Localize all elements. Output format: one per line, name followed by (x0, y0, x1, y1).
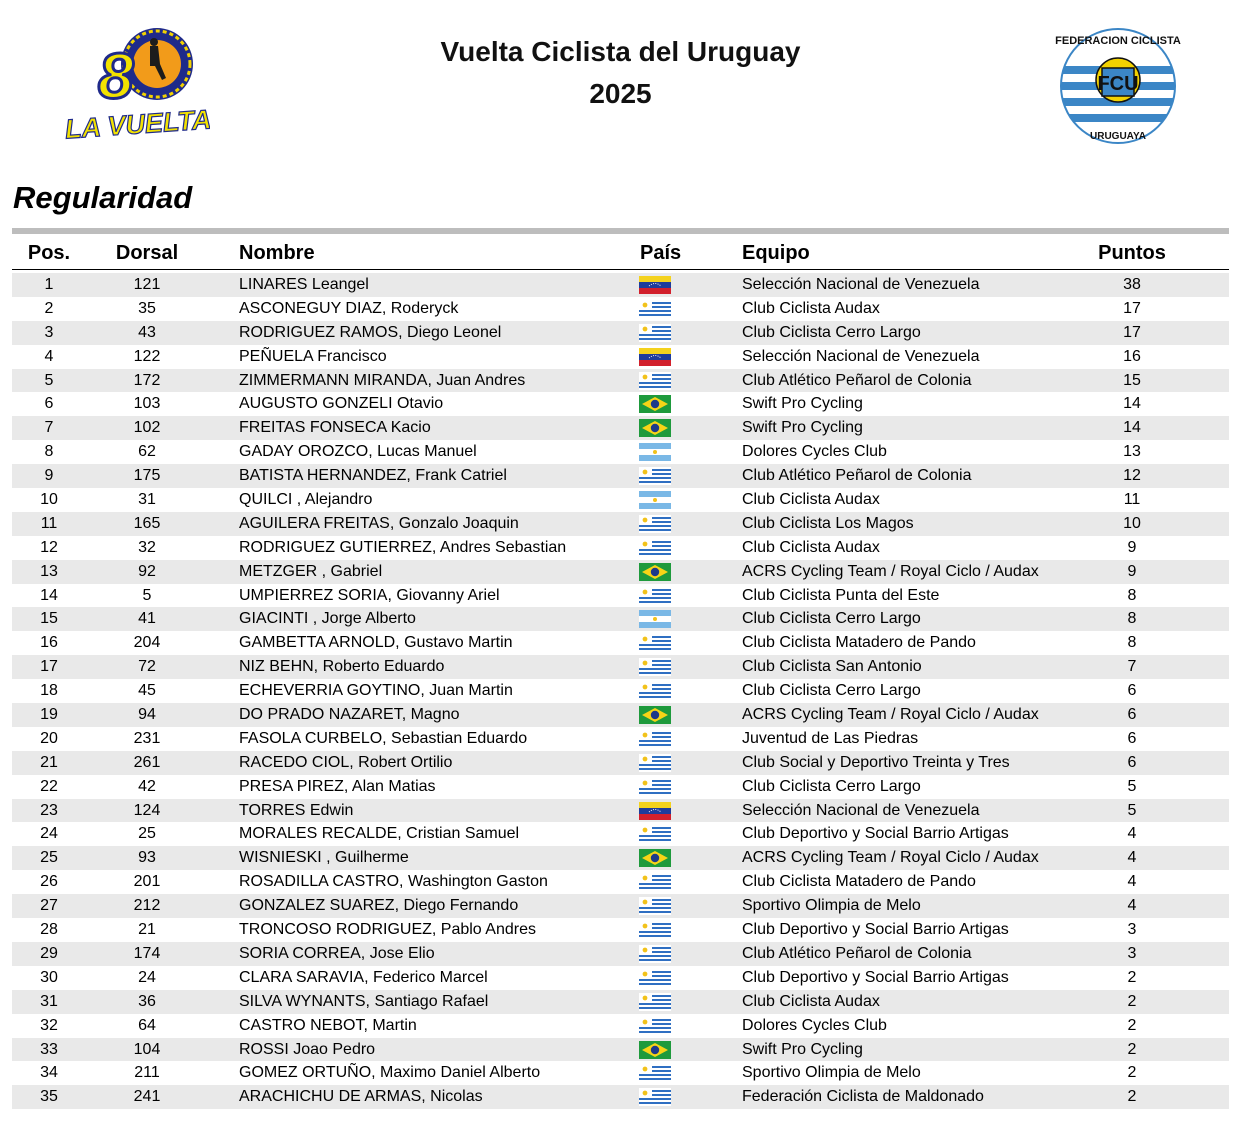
table-row (12, 870, 1229, 894)
dorsal-cell: 103 (133, 395, 161, 413)
uruguay-flag-icon (639, 993, 671, 1011)
pos-cell: 33 (40, 1040, 58, 1058)
dorsal-cell: 21 (138, 921, 156, 939)
table-row (12, 727, 1229, 751)
rider-name-cell: TORRES Edwin (239, 801, 354, 819)
pos-cell: 2 (44, 299, 54, 317)
team-cell: Dolores Cycles Club (742, 1016, 887, 1034)
pos-cell: 17 (40, 658, 58, 676)
dorsal-cell: 231 (133, 729, 161, 747)
team-cell: Club Atlético Peñarol de Colonia (742, 371, 972, 389)
team-cell: Federación Ciclista de Maldonado (742, 1088, 984, 1106)
rider-name-cell: CLARA SARAVIA, Federico Marcel (239, 968, 488, 986)
dorsal-cell: 5 (142, 586, 152, 604)
table-row (12, 751, 1229, 775)
team-cell: Juventud de Las Piedras (742, 729, 919, 747)
rider-name-cell: ROSSI Joao Pedro (239, 1040, 376, 1058)
pos-cell: 5 (44, 371, 54, 389)
dorsal-cell: 124 (133, 801, 161, 819)
rider-name-cell: TRONCOSO RODRIGUEZ, Pablo Andres (239, 921, 536, 939)
dorsal-cell: 201 (133, 873, 161, 891)
rider-name-cell: FREITAS FONSECA Kacio (239, 419, 431, 437)
points-cell: 2 (1127, 1088, 1137, 1106)
table-row (12, 321, 1229, 345)
table-row (12, 990, 1229, 1014)
uruguay-flag-icon (639, 682, 671, 700)
uruguay-flag-icon (639, 467, 671, 485)
points-cell: 38 (1123, 276, 1141, 293)
table-row (12, 894, 1229, 918)
rider-name-cell: SORIA CORREA, Jose Elio (239, 944, 435, 962)
pos-cell: 29 (40, 944, 58, 962)
points-cell: 2 (1127, 968, 1137, 986)
table-row (12, 1085, 1229, 1109)
dorsal-cell: 175 (133, 467, 161, 485)
table-row (12, 392, 1229, 416)
pos-cell: 21 (40, 753, 58, 771)
points-cell: 12 (1123, 467, 1141, 485)
table-row (12, 822, 1229, 846)
table-row (12, 1038, 1229, 1062)
rider-name-cell: ZIMMERMANN MIRANDA, Juan Andres (239, 371, 526, 389)
points-cell: 10 (1123, 514, 1141, 532)
dorsal-cell: 41 (138, 610, 156, 628)
pos-cell: 24 (40, 825, 58, 843)
table-row (12, 703, 1229, 727)
team-cell: Club Ciclista Audax (742, 299, 880, 317)
page-year: 2025 (589, 78, 652, 109)
rider-name-cell: ASCONEGUY DIAZ, Roderyck (239, 299, 459, 317)
uruguay-flag-icon (639, 897, 671, 915)
rider-name-cell: RODRIGUEZ RAMOS, Diego Leonel (239, 323, 502, 341)
uruguay-flag-icon (639, 1064, 671, 1082)
pos-cell: 35 (40, 1088, 58, 1106)
svg-text:FEDERACION CICLISTA: FEDERACION CICLISTA (1055, 35, 1181, 47)
table-header (12, 238, 1229, 270)
rider-name-cell: ARACHICHU DE ARMAS, Nicolas (239, 1088, 483, 1106)
rider-name-cell: BATISTA HERNANDEZ, Frank Catriel (239, 467, 507, 485)
dorsal-cell: 43 (138, 323, 156, 341)
rider-name-cell: RODRIGUEZ GUTIERREZ, Andres Sebastian (239, 538, 567, 556)
pos-cell: 25 (40, 849, 58, 867)
team-cell: Swift Pro Cycling (742, 419, 863, 437)
team-cell: Club Ciclista Cerro Largo (742, 777, 921, 795)
points-cell: 8 (1127, 610, 1137, 628)
brazil-flag-icon (639, 419, 671, 437)
rider-name-cell: UMPIERREZ SORIA, Giovanny Ariel (239, 586, 500, 604)
pos-cell: 32 (40, 1016, 58, 1034)
rider-name-cell: ECHEVERRIA GOYTINO, Juan Martin (239, 682, 513, 700)
table-row (12, 1014, 1229, 1038)
team-cell: Swift Pro Cycling (742, 1040, 863, 1058)
uruguay-flag-icon (639, 372, 671, 390)
dorsal-cell: 174 (133, 944, 161, 962)
rider-name-cell: GIACINTI , Jorge Alberto (239, 610, 416, 628)
table-row (12, 966, 1229, 990)
pos-cell: 28 (40, 921, 58, 939)
rider-name-cell: GONZALEZ SUAREZ, Diego Fernando (239, 897, 519, 915)
uruguay-flag-icon (639, 587, 671, 605)
team-cell: Sportivo Olimpia de Melo (742, 897, 921, 915)
uruguay-flag-icon (639, 778, 671, 796)
team-cell: ACRS Cycling Team / Royal Ciclo / Audax (742, 849, 1039, 867)
points-cell: 2 (1127, 1016, 1137, 1034)
table-row (12, 584, 1229, 608)
rider-name-cell: AUGUSTO GONZELI Otavio (239, 395, 444, 413)
pos-cell: 27 (40, 897, 58, 915)
points-cell: 9 (1127, 538, 1137, 556)
pos-cell: 9 (44, 467, 54, 485)
points-cell: 8 (1127, 586, 1137, 604)
points-cell: 2 (1127, 1064, 1137, 1082)
points-cell: 5 (1127, 777, 1137, 795)
pos-cell: 6 (44, 395, 54, 413)
rider-name-cell: GAMBETTA ARNOLD, Gustavo Martin (239, 634, 513, 652)
table-row (12, 297, 1229, 321)
uruguay-flag-icon (639, 658, 671, 676)
table-row (12, 631, 1229, 655)
rider-name-cell: FASOLA CURBELO, Sebastian Eduardo (239, 729, 528, 747)
uruguay-flag-icon (639, 539, 671, 557)
points-cell: 16 (1123, 347, 1141, 365)
federacion-ciclista-uruguaya-logo (1052, 20, 1184, 145)
brazil-flag-icon (639, 563, 671, 581)
team-cell: Selección Nacional de Venezuela (742, 347, 980, 365)
table-row (12, 536, 1229, 560)
table-row (12, 273, 1229, 297)
col-nombre-header: Nombre (239, 242, 315, 264)
svg-text:8: 8 (98, 40, 134, 112)
col-puntos-header: Puntos (1098, 242, 1166, 264)
team-cell: Club Ciclista Cerro Largo (742, 682, 921, 700)
pos-cell: 19 (40, 706, 58, 724)
dorsal-cell: 172 (133, 371, 161, 389)
uruguay-flag-icon (639, 634, 671, 652)
pos-cell: 4 (44, 347, 54, 365)
table-top-bar (12, 228, 1229, 234)
dorsal-cell: 62 (138, 443, 156, 461)
team-cell: Selección Nacional de Venezuela (742, 276, 980, 293)
team-cell: Club Ciclista Audax (742, 992, 880, 1010)
points-cell: 4 (1127, 897, 1137, 915)
points-cell: 2 (1127, 1040, 1137, 1058)
dorsal-cell: 102 (133, 419, 161, 437)
rider-name-cell: MORALES RECALDE, Cristian Samuel (239, 825, 520, 843)
rider-name-cell: METZGER , Gabriel (239, 562, 383, 580)
points-cell: 4 (1127, 825, 1137, 843)
pos-cell: 31 (40, 992, 58, 1010)
page-title: Vuelta Ciclista del Uruguay (440, 36, 801, 67)
brazil-flag-icon (639, 849, 671, 867)
points-cell: 5 (1127, 801, 1137, 819)
svg-text:FCU: FCU (1097, 73, 1139, 95)
points-cell: 6 (1127, 706, 1137, 724)
rider-name-cell: ROSADILLA CASTRO, Washington Gaston (239, 873, 548, 891)
team-cell: Sportivo Olimpia de Melo (742, 1064, 921, 1082)
team-cell: Club Ciclista Audax (742, 491, 880, 509)
argentina-flag-icon (639, 443, 671, 461)
uruguay-flag-icon (639, 300, 671, 318)
argentina-flag-icon (639, 610, 671, 628)
pos-cell: 26 (40, 873, 58, 891)
col-pais-header: País (640, 242, 682, 264)
dorsal-cell: 31 (138, 491, 156, 509)
team-cell: Club Deportivo y Social Barrio Artigas (742, 825, 1009, 843)
brazil-flag-icon (639, 1041, 671, 1059)
points-cell: 17 (1123, 299, 1141, 317)
points-cell: 11 (1123, 491, 1141, 509)
pos-cell: 18 (40, 682, 58, 700)
table-row (12, 799, 1229, 823)
rider-name-cell: RACEDO CIOL, Robert Ortilio (239, 753, 453, 771)
team-cell: Club Atlético Peñarol de Colonia (742, 467, 972, 485)
points-cell: 14 (1123, 395, 1141, 413)
venezuela-flag-icon (639, 276, 671, 294)
dorsal-cell: 45 (138, 682, 156, 700)
team-cell: Club Ciclista San Antonio (742, 658, 922, 676)
dorsal-cell: 165 (133, 514, 161, 532)
pos-cell: 11 (40, 514, 58, 532)
team-cell: Club Ciclista Los Magos (742, 514, 914, 532)
venezuela-flag-icon (639, 802, 671, 820)
rider-name-cell: AGUILERA FREITAS, Gonzalo Joaquin (239, 514, 519, 532)
pos-cell: 7 (44, 419, 54, 437)
table-row (12, 416, 1229, 440)
team-cell: Club Ciclista Punta del Este (742, 586, 940, 604)
svg-text:URUGUAYA: URUGUAYA (1090, 131, 1146, 142)
pos-cell: 13 (40, 562, 58, 580)
points-cell: 8 (1127, 634, 1137, 652)
dorsal-cell: 204 (133, 634, 161, 652)
uruguay-flag-icon (639, 1017, 671, 1035)
dorsal-cell: 261 (133, 753, 161, 771)
points-cell: 3 (1127, 921, 1137, 939)
rider-name-cell: PRESA PIREZ, Alan Matias (239, 777, 436, 795)
uruguay-flag-icon (639, 873, 671, 891)
dorsal-cell: 94 (138, 706, 156, 724)
table-row (12, 512, 1229, 536)
uruguay-flag-icon (639, 515, 671, 533)
col-pos-header: Pos. (27, 242, 71, 264)
pos-cell: 30 (40, 968, 58, 986)
pos-cell: 12 (40, 538, 58, 556)
team-cell: ACRS Cycling Team / Royal Ciclo / Audax (742, 562, 1039, 580)
dorsal-cell: 121 (133, 276, 161, 293)
col-equipo-header: Equipo (742, 242, 810, 264)
team-cell: Club Atlético Peñarol de Colonia (742, 944, 972, 962)
pos-cell: 3 (44, 323, 54, 341)
team-cell: Selección Nacional de Venezuela (742, 801, 980, 819)
dorsal-cell: 92 (138, 562, 156, 580)
points-cell: 15 (1123, 371, 1141, 389)
pos-cell: 16 (40, 634, 58, 652)
points-cell: 7 (1127, 658, 1137, 676)
team-cell: Club Ciclista Cerro Largo (742, 610, 921, 628)
rider-name-cell: QUILCI , Alejandro (239, 491, 373, 509)
table-row (12, 918, 1229, 942)
pos-cell: 10 (40, 491, 58, 509)
team-cell: Swift Pro Cycling (742, 395, 863, 413)
table-row (12, 1061, 1229, 1085)
uruguay-flag-icon (639, 324, 671, 342)
points-cell: 17 (1123, 323, 1141, 341)
table-row (12, 607, 1229, 631)
team-cell: Club Ciclista Matadero de Pando (742, 873, 976, 891)
dorsal-cell: 36 (138, 992, 156, 1010)
table-row (12, 440, 1229, 464)
points-cell: 2 (1127, 992, 1137, 1010)
team-cell: Club Deportivo y Social Barrio Artigas (742, 921, 1009, 939)
uruguay-flag-icon (639, 969, 671, 987)
rider-name-cell: PEÑUELA Francisco (239, 347, 387, 365)
dorsal-cell: 241 (133, 1088, 161, 1106)
pos-cell: 1 (44, 276, 54, 293)
table-row (12, 846, 1229, 870)
dorsal-cell: 122 (133, 347, 161, 365)
pos-cell: 8 (44, 443, 54, 461)
points-cell: 4 (1127, 849, 1137, 867)
team-cell: Club Deportivo y Social Barrio Artigas (742, 968, 1009, 986)
points-cell: 3 (1127, 944, 1137, 962)
team-cell: Club Ciclista Matadero de Pando (742, 634, 976, 652)
rider-name-cell: SILVA WYNANTS, Santiago Rafael (239, 992, 489, 1010)
uruguay-flag-icon (639, 1088, 671, 1106)
pos-cell: 14 (40, 586, 58, 604)
team-cell: Club Social y Deportivo Treinta y Tres (742, 753, 1010, 771)
table-row (12, 369, 1229, 393)
table-row (12, 488, 1229, 512)
team-cell: Club Ciclista Audax (742, 538, 880, 556)
pos-cell: 22 (40, 777, 58, 795)
table-row (12, 464, 1229, 488)
results-table (12, 273, 1229, 1109)
dorsal-cell: 72 (138, 658, 156, 676)
team-cell: Club Ciclista Cerro Largo (742, 323, 921, 341)
rider-name-cell: GOMEZ ORTUÑO, Maximo Daniel Alberto (239, 1064, 541, 1082)
rider-name-cell: LINARES Leangel (239, 276, 369, 293)
pos-cell: 34 (40, 1064, 58, 1082)
dorsal-cell: 42 (138, 777, 156, 795)
rider-name-cell: DO PRADO NAZARET, Magno (239, 706, 460, 724)
pos-cell: 23 (40, 801, 58, 819)
pos-cell: 20 (40, 729, 58, 747)
team-cell: ACRS Cycling Team / Royal Ciclo / Audax (742, 706, 1039, 724)
points-cell: 4 (1127, 873, 1137, 891)
rider-name-cell: GADAY OROZCO, Lucas Manuel (239, 443, 477, 461)
dorsal-cell: 212 (133, 897, 161, 915)
points-cell: 9 (1127, 562, 1137, 580)
col-dorsal-header: Dorsal (115, 242, 179, 264)
points-cell: 6 (1127, 682, 1137, 700)
table-row (12, 942, 1229, 966)
dorsal-cell: 32 (138, 538, 156, 556)
points-cell: 13 (1123, 443, 1141, 461)
venezuela-flag-icon (639, 348, 671, 366)
pos-cell: 15 (40, 610, 58, 628)
table-row (12, 775, 1229, 799)
rider-name-cell: CASTRO NEBOT, Martin (239, 1016, 417, 1034)
brazil-flag-icon (639, 395, 671, 413)
argentina-flag-icon (639, 491, 671, 509)
table-row (12, 655, 1229, 679)
points-cell: 14 (1123, 419, 1141, 437)
dorsal-cell: 25 (138, 825, 156, 843)
uruguay-flag-icon (639, 945, 671, 963)
svg-text:LA VUELTA: LA VUELTA (64, 104, 210, 141)
dorsal-cell: 24 (138, 968, 156, 986)
table-row (12, 679, 1229, 703)
dorsal-cell: 104 (133, 1040, 161, 1058)
dorsal-cell: 211 (134, 1064, 160, 1082)
dorsal-cell: 93 (138, 849, 156, 867)
table-row (12, 345, 1229, 369)
brazil-flag-icon (639, 706, 671, 724)
uruguay-flag-icon (639, 730, 671, 748)
uruguay-flag-icon (639, 754, 671, 772)
dorsal-cell: 35 (138, 299, 156, 317)
team-cell: Dolores Cycles Club (742, 443, 887, 461)
dorsal-cell: 64 (138, 1016, 156, 1034)
uruguay-flag-icon (639, 825, 671, 843)
rider-name-cell: WISNIESKI , Guilherme (239, 849, 409, 867)
points-cell: 6 (1127, 753, 1137, 771)
rider-name-cell: NIZ BEHN, Roberto Eduardo (239, 658, 445, 676)
section-title: Regularidad (13, 180, 193, 215)
uruguay-flag-icon (639, 921, 671, 939)
table-row (12, 560, 1229, 584)
points-cell: 6 (1127, 729, 1137, 747)
